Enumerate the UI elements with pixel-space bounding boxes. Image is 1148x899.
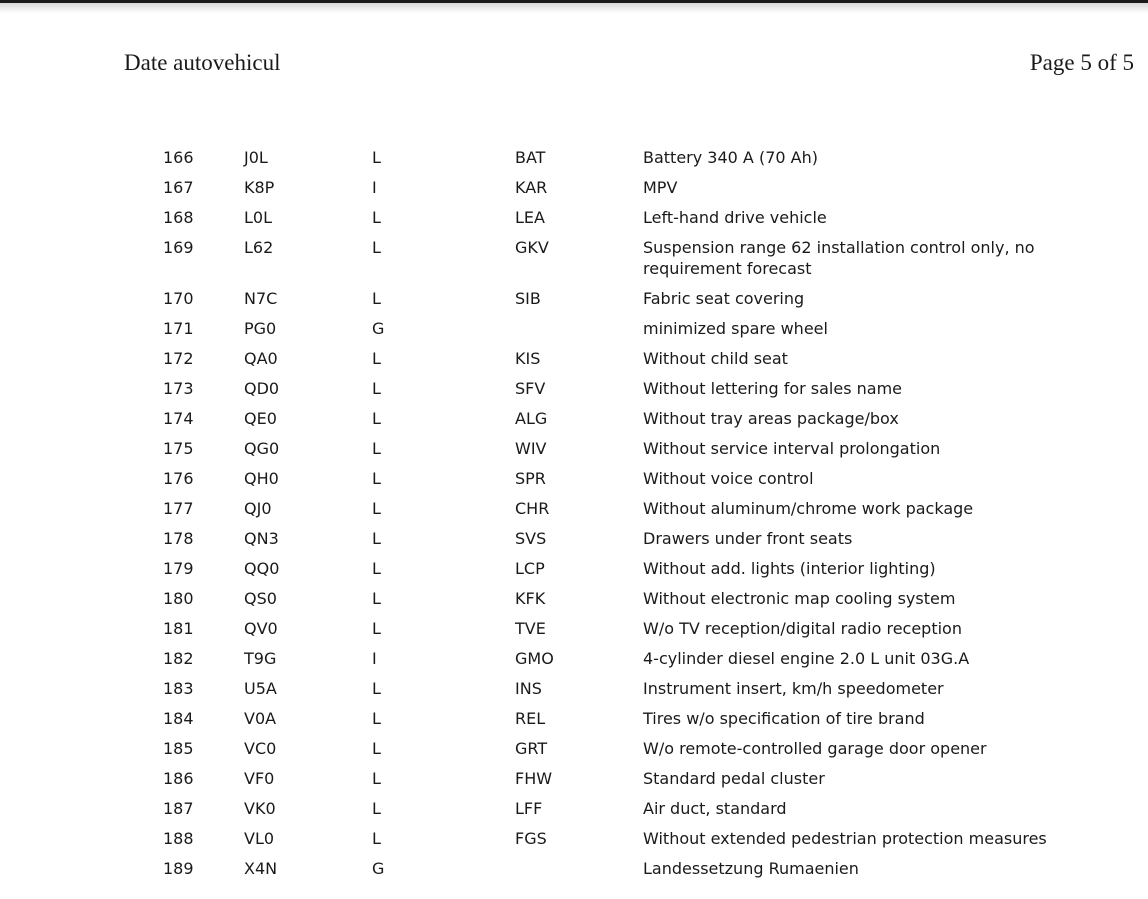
- option-code: VF0: [244, 769, 275, 788]
- option-description: 4-cylinder diesel engine 2.0 L unit 03G.A: [643, 649, 970, 668]
- list-item: [0, 674, 1148, 704]
- option-flag: L: [372, 379, 381, 398]
- option-flag: L: [372, 409, 381, 428]
- list-item: [0, 344, 1148, 374]
- family-code: LEA: [515, 208, 545, 227]
- row-number: 169: [163, 238, 194, 257]
- list-item: [0, 173, 1148, 203]
- list-item: [0, 824, 1148, 854]
- option-code: L62: [244, 238, 274, 257]
- family-code: SVS: [515, 529, 547, 548]
- option-flag: L: [372, 238, 381, 257]
- row-number: 187: [163, 799, 194, 818]
- row-number: 174: [163, 409, 194, 428]
- option-description: Instrument insert, km/h speedometer: [643, 679, 944, 698]
- list-item: [0, 794, 1148, 824]
- list-item: [0, 734, 1148, 764]
- option-description: Standard pedal cluster: [643, 769, 825, 788]
- list-item: [0, 614, 1148, 644]
- list-item: [0, 854, 1148, 884]
- row-number: 172: [163, 349, 194, 368]
- option-code: QD0: [244, 379, 280, 398]
- page-number: Page 5 of 5: [1029, 50, 1134, 75]
- option-description: Without lettering for sales name: [643, 379, 903, 398]
- option-flag: L: [372, 208, 381, 227]
- option-description: Without aluminum/chrome work package: [643, 499, 974, 518]
- row-number: 188: [163, 829, 194, 848]
- family-code: WIV: [515, 439, 547, 458]
- option-description: Without voice control: [643, 469, 814, 488]
- list-item: [0, 203, 1148, 233]
- option-code: K8P: [244, 178, 275, 197]
- option-flag: L: [372, 709, 381, 728]
- option-description: MPV: [643, 178, 678, 197]
- option-description: W/o TV reception/digital radio reception: [643, 619, 962, 638]
- option-code: QS0: [244, 589, 277, 608]
- option-code: VC0: [244, 739, 277, 758]
- option-flag: L: [372, 829, 381, 848]
- family-code: GKV: [515, 238, 549, 257]
- row-number: 181: [163, 619, 194, 638]
- option-flag: L: [372, 679, 381, 698]
- family-code: FHW: [515, 769, 553, 788]
- option-flag: L: [372, 739, 381, 758]
- family-code: FGS: [515, 829, 547, 848]
- list-item: [0, 704, 1148, 734]
- list-item: [0, 314, 1148, 344]
- row-number: 168: [163, 208, 194, 227]
- family-code: CHR: [515, 499, 550, 518]
- row-number: 171: [163, 319, 194, 338]
- family-code: KAR: [515, 178, 548, 197]
- option-description: Air duct, standard: [643, 799, 787, 818]
- option-flag: L: [372, 349, 381, 368]
- document-title: Date autovehicul: [124, 50, 281, 75]
- family-code: INS: [515, 679, 542, 698]
- option-flag: L: [372, 619, 381, 638]
- family-code: KFK: [515, 589, 546, 608]
- option-flag: G: [372, 859, 385, 878]
- option-code: N7C: [244, 289, 278, 308]
- option-flag: I: [372, 649, 377, 668]
- row-number: 182: [163, 649, 194, 668]
- row-number: 175: [163, 439, 194, 458]
- option-code: PG0: [244, 319, 277, 338]
- family-code: TVE: [515, 619, 546, 638]
- option-flag: L: [372, 439, 381, 458]
- option-flag: L: [372, 499, 381, 518]
- option-description: Tires w/o specification of tire brand: [643, 709, 925, 728]
- page-header: [124, 50, 1134, 82]
- row-number: 166: [163, 148, 194, 167]
- options-list: [0, 143, 1148, 884]
- option-description: Landessetzung Rumaenien: [643, 859, 859, 878]
- row-number: 183: [163, 679, 194, 698]
- option-code: VL0: [244, 829, 275, 848]
- option-code: QG0: [244, 439, 280, 458]
- option-flag: G: [372, 319, 385, 338]
- family-code: SIB: [515, 289, 541, 308]
- scan-shadow: [0, 3, 1148, 13]
- option-flag: L: [372, 799, 381, 818]
- option-code: QV0: [244, 619, 278, 638]
- list-item: [0, 524, 1148, 554]
- option-flag: L: [372, 469, 381, 488]
- option-code: T9G: [244, 649, 277, 668]
- row-number: 167: [163, 178, 194, 197]
- row-number: 176: [163, 469, 194, 488]
- list-item: [0, 284, 1148, 314]
- row-number: 184: [163, 709, 194, 728]
- row-number: 180: [163, 589, 194, 608]
- option-description: Without add. lights (interior lighting): [643, 559, 936, 578]
- family-code: REL: [515, 709, 546, 728]
- option-description: Left-hand drive vehicle: [643, 208, 827, 227]
- option-description: Battery 340 A (70 Ah): [643, 148, 818, 167]
- family-code: SPR: [515, 469, 546, 488]
- option-code: QE0: [244, 409, 277, 428]
- option-code: U5A: [244, 679, 277, 698]
- option-flag: L: [372, 769, 381, 788]
- option-code: QN3: [244, 529, 279, 548]
- option-description: Without child seat: [643, 349, 788, 368]
- option-description: Without electronic map cooling system: [643, 589, 956, 608]
- list-item: [0, 494, 1148, 524]
- family-code: LFF: [515, 799, 543, 818]
- list-item: [0, 434, 1148, 464]
- list-item: [0, 404, 1148, 434]
- list-item: [0, 143, 1148, 173]
- row-number: 186: [163, 769, 194, 788]
- option-description: minimized spare wheel: [643, 319, 828, 338]
- option-code: QJ0: [244, 499, 272, 518]
- family-code: GMO: [515, 649, 554, 668]
- option-description: Without service interval prolongation: [643, 439, 941, 458]
- option-flag: L: [372, 559, 381, 578]
- row-number: 177: [163, 499, 194, 518]
- list-item: [0, 233, 1148, 284]
- option-description: Suspension range 62 installation control only, no requirement forecast: [643, 238, 1035, 278]
- list-item: [0, 764, 1148, 794]
- option-code: L0L: [244, 208, 273, 227]
- option-description: Drawers under front seats: [643, 529, 853, 548]
- option-flag: I: [372, 178, 377, 197]
- option-description: Without extended pedestrian protection measures: [643, 829, 1047, 848]
- option-description: Without tray areas package/box: [643, 409, 899, 428]
- option-code: J0L: [244, 148, 268, 167]
- row-number: 178: [163, 529, 194, 548]
- list-item: [0, 374, 1148, 404]
- option-code: QQ0: [244, 559, 280, 578]
- list-item: [0, 464, 1148, 494]
- family-code: ALG: [515, 409, 548, 428]
- family-code: LCP: [515, 559, 545, 578]
- option-flag: L: [372, 289, 381, 308]
- row-number: 185: [163, 739, 194, 758]
- option-code: V0A: [244, 709, 277, 728]
- family-code: BAT: [515, 148, 546, 167]
- option-flag: L: [372, 148, 381, 167]
- row-number: 170: [163, 289, 194, 308]
- family-code: KIS: [515, 349, 541, 368]
- family-code: SFV: [515, 379, 546, 398]
- option-code: QH0: [244, 469, 279, 488]
- option-flag: L: [372, 589, 381, 608]
- option-code: X4N: [244, 859, 278, 878]
- option-description: W/o remote-controlled garage door opener: [643, 739, 987, 758]
- row-number: 189: [163, 859, 194, 878]
- list-item: [0, 584, 1148, 614]
- option-description: Fabric seat covering: [643, 289, 805, 308]
- family-code: GRT: [515, 739, 548, 758]
- option-code: QA0: [244, 349, 278, 368]
- row-number: 179: [163, 559, 194, 578]
- option-code: VK0: [244, 799, 276, 818]
- row-number: 173: [163, 379, 194, 398]
- option-flag: L: [372, 529, 381, 548]
- list-item: [0, 644, 1148, 674]
- list-item: [0, 554, 1148, 584]
